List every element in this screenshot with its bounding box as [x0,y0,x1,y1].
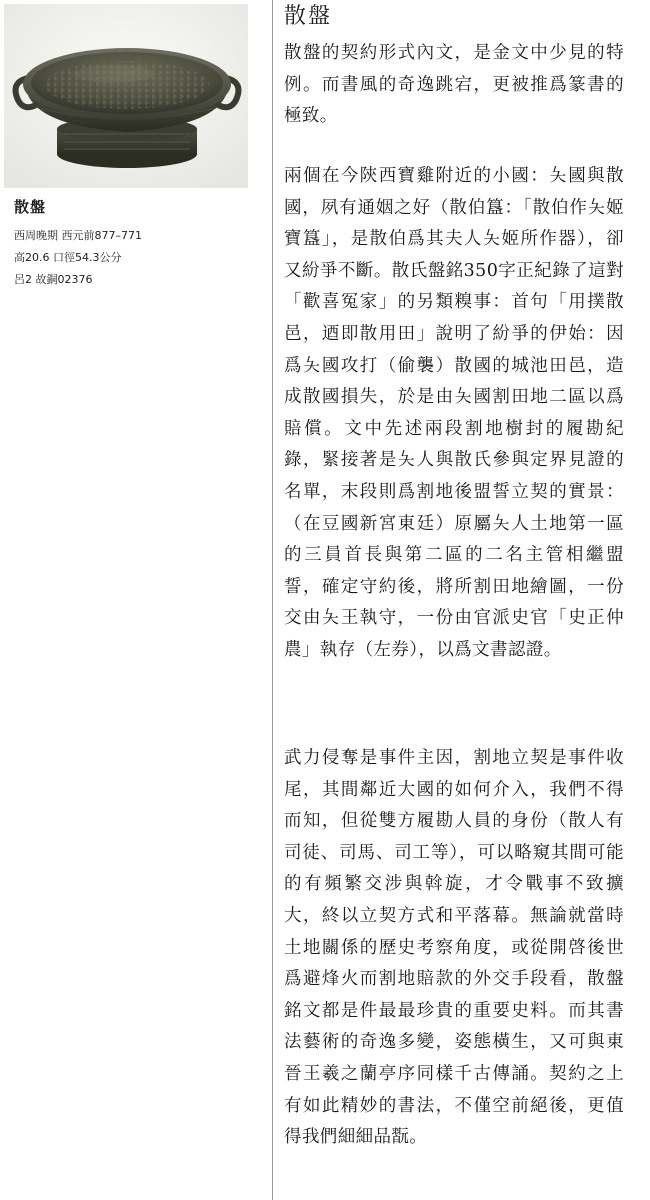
bronze-basin-photo [4,4,248,188]
caption-catalog: 呂2 故銅02376 [14,273,93,286]
article-paragraph-3: 武力侵奪是事件主因，割地立契是事件收尾，其間鄰近大國的如何介入，我們不得而知，但從雙方履勘人員的身份（散人有司徒、司馬、司工等），可以略窺其間可能的有頻繁交涉與斡旋，才令戰事不致擴大，終以立契方式和平落幕。無論就當時土地關係的歷史考察角度，或從開啓後世爲避烽火而割地賠款的外交手段看，散盤銘文都是件最最珍貴的重要史料。而其書法藝術的奇逸多變，姿態橫生，又可與東晉王羲之蘭亭序同樣千古傳誦。契約之上有如此精妙的書法，不僅空前絕後，更值得我們細細品翫。 [284,748,624,1148]
caption-column [0,0,273,1200]
article-paragraph-2: 兩個在今陝西寶雞附近的小國：夨國與散國，夙有通姻之好（散伯簋：「散伯作夨姬寶簋」，是散伯爲其夫人夨姬所作器），卻又紛爭不斷。散氏盤銘350字正紀錄了這對「歡喜冤家」的另類糗事：首句「用撲散邑，迺即散用田」說明了紛爭的伊始：因爲夨國攻打（偷襲）散國的城池田邑，造成散國損失，於是由夨國割田地二區以爲賠償。文中先述兩段割地樹封的履勘紀錄，緊接著是夨人與散氏參與定界見證的名單，末段則爲割地後盟誓立契的實景：（在豆國新宮東廷）原屬夨人土地第一區的三員首長與第二區的二名主管相繼盟誓，確定守約後，將所割田地繪圖，一份交由夨王執守，一份由官派史官「史正仲農」執存（左券），以爲文書認證。 [284,166,624,660]
caption-title: 散盤 [14,198,47,216]
caption-dimensions: 高20.6 口徑54.3公分 [14,251,122,264]
bronze-basin-image-icon [4,4,248,188]
article-title: 散盤 [284,4,333,29]
caption-period: 西周晚期 西元前877–771 [14,229,142,242]
article-column [282,0,630,1200]
article-paragraph-1: 散盤的契約形式內文，是金文中少見的特例。而書風的奇逸跳宕，更被推爲篆書的極致。 [284,43,624,127]
